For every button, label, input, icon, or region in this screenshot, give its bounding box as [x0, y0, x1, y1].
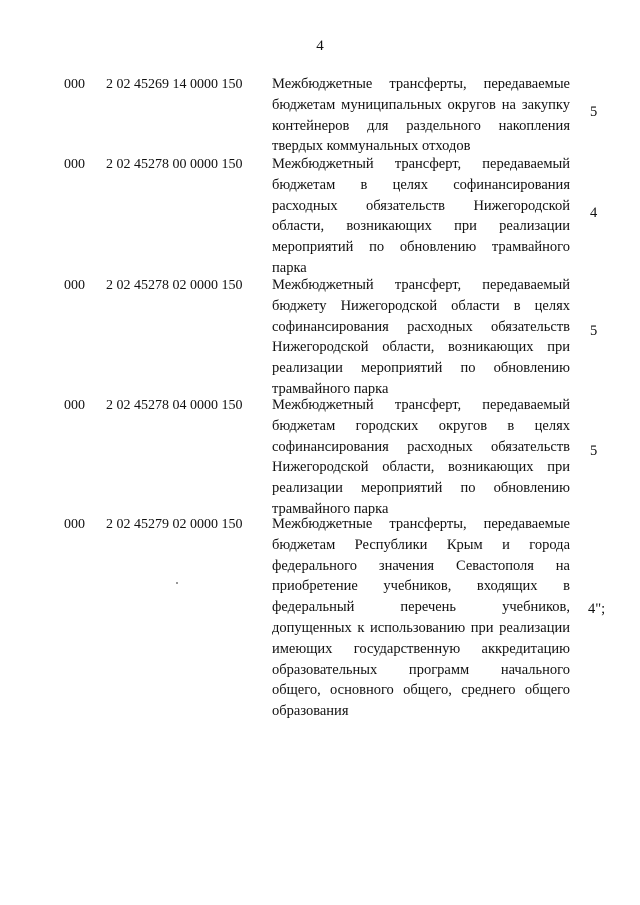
norm-value: 5	[590, 323, 598, 339]
budget-classification-code: 2 02 45278 04 0000 150	[106, 398, 243, 413]
row-description	[272, 395, 570, 520]
budget-classification-code: 2 02 45279 02 0000 150	[106, 517, 243, 532]
row-description	[272, 154, 570, 279]
description-line: бюджетам городских округов в целях	[272, 417, 570, 434]
description-line: образования	[272, 703, 349, 720]
description-line: имеющих государственную аккредитацию	[272, 640, 570, 657]
description-line: области, возникающих при реализации	[272, 218, 570, 235]
budget-classification-code: 2 02 45278 02 0000 150	[106, 278, 243, 293]
description-line: твердых коммунальных отходов	[272, 138, 471, 155]
description-line: софинансирования расходных обязательств	[272, 318, 570, 335]
admin-code: 000	[64, 278, 85, 293]
description-line: бюджетам муниципальных округов на закупку	[272, 96, 570, 113]
description-line: парка	[272, 259, 307, 276]
row-description	[272, 74, 570, 157]
admin-code: 000	[64, 77, 85, 92]
description-line: трамвайного парка	[272, 500, 389, 517]
description-line: бюджету Нижегородской области в целях	[272, 297, 570, 314]
scan-speck	[176, 582, 178, 584]
description-line: софинансирования расходных обязательств	[272, 438, 570, 455]
description-line: допущенных к использованию при реализации	[272, 619, 570, 636]
norm-value: 4	[590, 205, 598, 221]
description-line: реализации мероприятий по обновлению	[272, 480, 570, 497]
description-line: мероприятий по обновлению трамвайного	[272, 239, 570, 256]
norm-value: 5	[590, 443, 598, 459]
description-line: федерального значения Севастополя на	[272, 557, 570, 574]
description-line: реализации мероприятий по обновлению	[272, 360, 570, 377]
row-description	[272, 275, 570, 400]
description-line: Межбюджетный трансферт, передаваемый	[272, 397, 570, 413]
description-line: приобретение учебников, входящих в	[272, 578, 570, 595]
row-description	[272, 514, 570, 722]
description-line: Межбюджетный трансферт, передаваемый	[272, 156, 570, 172]
budget-classification-code: 2 02 45278 00 0000 150	[106, 157, 243, 172]
admin-code: 000	[64, 157, 85, 172]
description-line: образовательных программ начального	[272, 661, 570, 678]
description-line: трамвайного парка	[272, 380, 389, 397]
description-line: Нижегородской области, возникающих при	[272, 459, 570, 476]
page-number: 4	[316, 38, 324, 54]
admin-code: 000	[64, 517, 85, 532]
admin-code: 000	[64, 398, 85, 413]
description-line: Межбюджетные трансферты, передаваемые	[272, 76, 570, 92]
norm-value: 5	[590, 104, 598, 120]
description-line: бюджетам в целях софинансирования	[272, 176, 570, 193]
budget-classification-code: 2 02 45269 14 0000 150	[106, 77, 243, 92]
norm-value: 4";	[588, 601, 606, 617]
description-line: федеральный перечень учебников,	[272, 599, 570, 616]
description-line: общего, основного общего, среднего общего	[272, 682, 570, 699]
description-line: Межбюджетные трансферты, передаваемые	[272, 516, 570, 532]
description-line: Межбюджетный трансферт, передаваемый	[272, 277, 570, 293]
description-line: Нижегородской области, возникающих при	[272, 339, 570, 356]
description-line: расходных обязательств Нижегородской	[272, 197, 570, 214]
description-line: контейнеров для раздельного накопления	[272, 117, 570, 134]
description-line: бюджетам Республики Крым и города	[272, 536, 570, 553]
